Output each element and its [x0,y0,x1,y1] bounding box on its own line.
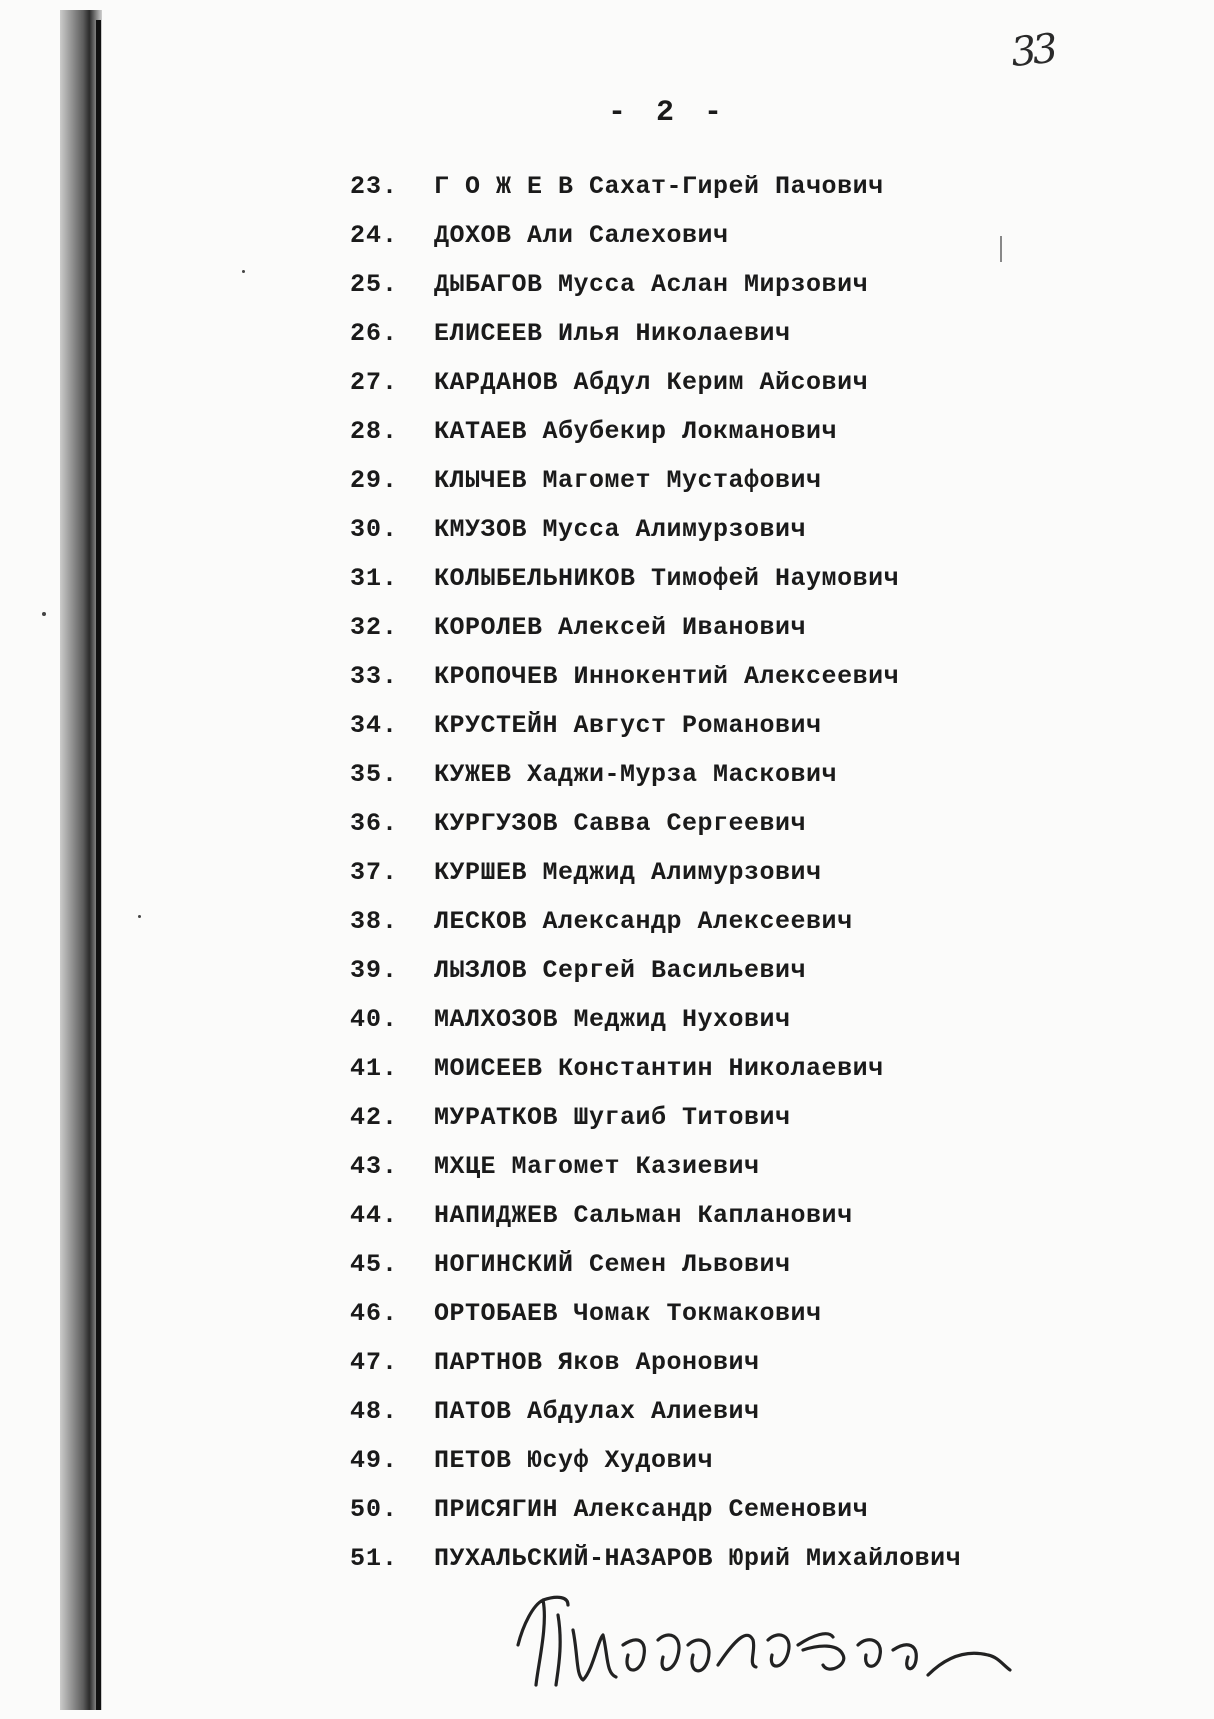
paper-speck [138,915,141,918]
entry-name: Г О Ж Е В Сахат-Гирей Пачович [434,172,884,201]
entry-number: 49. [350,1446,399,1475]
name-list [350,172,961,1593]
list-item [350,221,961,270]
list-item [350,1495,961,1544]
list-item [350,1054,961,1103]
list-item [350,1446,961,1495]
list-item [350,466,961,515]
entry-number: 24. [350,221,399,250]
entry-number: 26. [350,319,399,348]
entry-number: 48. [350,1397,399,1426]
entry-number: 43. [350,1152,399,1181]
entry-name: ЛЫЗЛОВ Сергей Васильевич [434,956,807,985]
entry-number: 42. [350,1103,399,1132]
list-item [350,711,961,760]
entry-name: КРУСТЕЙН Август Романович [434,711,822,740]
entry-number: 28. [350,417,399,446]
list-item [350,417,961,466]
entry-number: 33. [350,662,399,691]
entry-number: 32. [350,613,399,642]
entry-name: НОГИНСКИЙ Семен Львович [434,1250,791,1279]
entry-name: КОРОЛЕВ Алексей Иванович [434,613,807,642]
entry-name: КОЛЫБЕЛЬНИКОВ Тимофей Наумович [434,564,900,593]
binding-edge [96,20,101,1710]
entry-name: ДОХОВ Али Салехович [434,221,729,250]
list-item [350,172,961,221]
handwritten-signature [498,1585,1018,1695]
list-item [350,1201,961,1250]
entry-name: КАРДАНОВ Абдул Керим Айсович [434,368,869,397]
entry-number: 47. [350,1348,399,1377]
entry-number: 25. [350,270,399,299]
list-item [350,270,961,319]
entry-name: КУЖЕВ Хаджи-Мурза Маскович [434,760,838,789]
list-item [350,1152,961,1201]
list-item [350,319,961,368]
list-item [350,907,961,956]
entry-name: ЛЕСКОВ Александр Алексеевич [434,907,853,936]
paper-mark [1000,236,1002,262]
entry-name: ДЫБАГОВ Мусса Аслан Мирзович [434,270,869,299]
entry-number: 23. [350,172,399,201]
entry-number: 51. [350,1544,399,1573]
entry-number: 29. [350,466,399,495]
entry-name: КЛЫЧЕВ Магомет Мустафович [434,466,822,495]
entry-number: 34. [350,711,399,740]
list-item [350,809,961,858]
paper-speck [42,612,46,616]
entry-name: КМУЗОВ Мусса Алимурзович [434,515,807,544]
entry-name: МАЛХОЗОВ Меджид Нухович [434,1005,791,1034]
list-item [350,956,961,1005]
list-item [350,1005,961,1054]
list-item [350,515,961,564]
entry-name: ПЕТОВ Юсуф Худович [434,1446,714,1475]
entry-name: ПАРТНОВ Яков Аронович [434,1348,760,1377]
list-item [350,564,961,613]
entry-number: 40. [350,1005,399,1034]
entry-name: КУРГУЗОВ Савва Сергеевич [434,809,807,838]
entry-name: МОИСЕЕВ Константин Николаевич [434,1054,884,1083]
entry-name: ЕЛИСЕЕВ Илья Николаевич [434,319,791,348]
list-item [350,613,961,662]
entry-number: 38. [350,907,399,936]
entry-name: ПУХАЛЬСКИЙ-НАЗАРОВ Юрий Михайлович [434,1544,962,1573]
entry-number: 37. [350,858,399,887]
entry-name: МУРАТКОВ Шугаиб Титович [434,1103,791,1132]
entry-number: 45. [350,1250,399,1279]
entry-number: 36. [350,809,399,838]
list-item [350,1299,961,1348]
list-item [350,1348,961,1397]
entry-number: 39. [350,956,399,985]
list-item [350,1103,961,1152]
entry-name: ПАТОВ Абдулах Алиевич [434,1397,760,1426]
entry-number: 41. [350,1054,399,1083]
entry-name: КУРШЕВ Меджид Алимурзович [434,858,822,887]
entry-name: ПРИСЯГИН Александр Семенович [434,1495,869,1524]
entry-number: 44. [350,1201,399,1230]
list-item [350,1250,961,1299]
entry-number: 46. [350,1299,399,1328]
entry-number: 30. [350,515,399,544]
paper-speck [242,270,245,273]
entry-name: МХЦЕ Магомет Казиевич [434,1152,760,1181]
entry-name: КАТАЕВ Абубекир Локманович [434,417,838,446]
entry-name: КРОПОЧЕВ Иннокентий Алексеевич [434,662,900,691]
list-item [350,368,961,417]
entry-name: НАПИДЖЕВ Сальман Капланович [434,1201,853,1230]
entry-number: 27. [350,368,399,397]
page-number: - 2 - [608,96,729,130]
entry-number: 50. [350,1495,399,1524]
archive-sheet-number: 33 [1008,25,1057,77]
list-item [350,662,961,711]
entry-name: ОРТОБАЕВ Чомак Токмакович [434,1299,822,1328]
entry-number: 31. [350,564,399,593]
entry-number: 35. [350,760,399,789]
list-item [350,760,961,809]
list-item [350,1397,961,1446]
list-item [350,858,961,907]
